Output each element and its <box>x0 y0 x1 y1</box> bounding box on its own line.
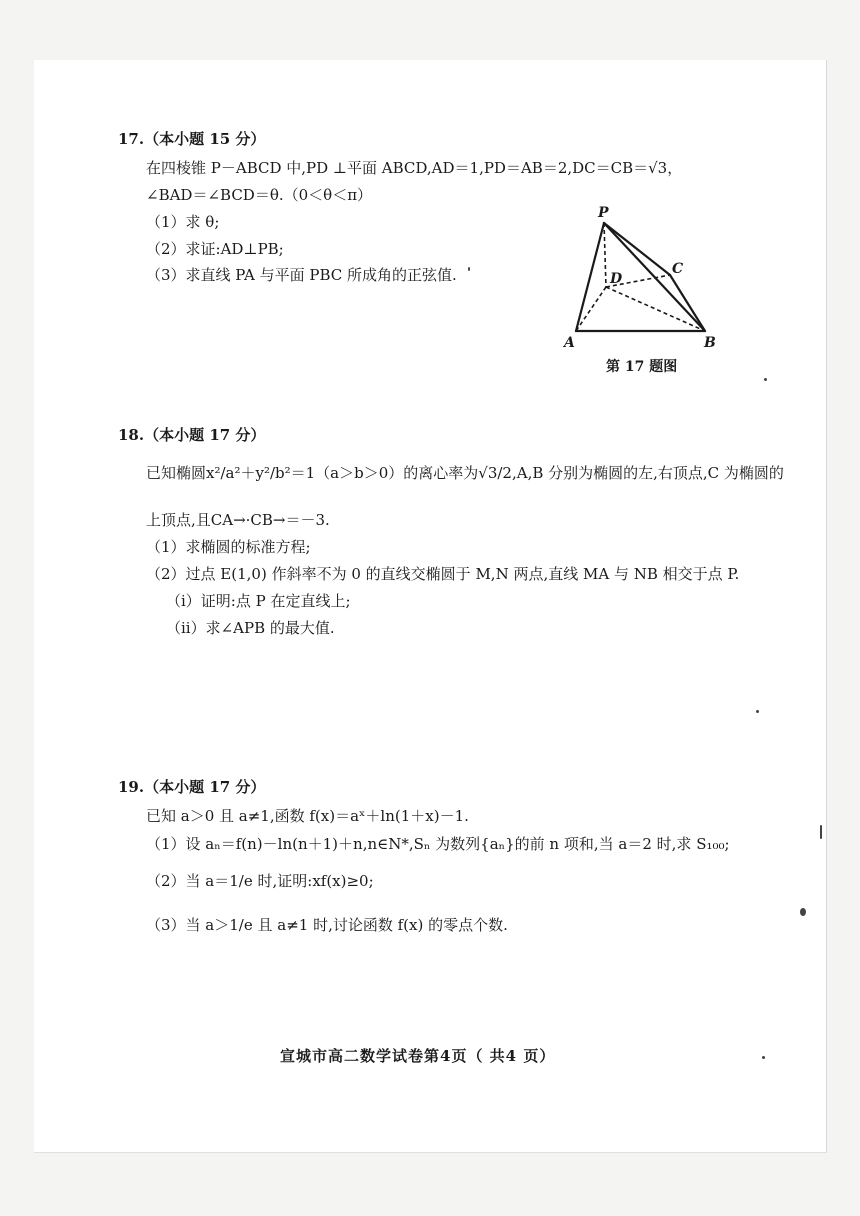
pyramid-figure <box>562 205 722 375</box>
q17-part1: （1）求 θ; <box>146 213 220 231</box>
page-footer: 宣城市高二数学试卷第4页（ 共4 页） <box>280 1047 556 1065</box>
q19-heading: 19.（本小题 17 分） <box>118 778 266 796</box>
edge-pc <box>604 223 670 275</box>
q17-line1: 在四棱锥 P－ABCD 中,PD ⊥平面 ABCD,AD＝1,PD＝AB＝2,DC＝CB＝√3， <box>146 159 683 177</box>
edge-pd-hidden <box>604 223 606 287</box>
scan-speck <box>468 267 470 271</box>
scan-speck <box>762 1056 765 1059</box>
q18-part2: （2）过点 E(1,0) 作斜率不为 0 的直线交椭圆于 M,N 两点,直线 MA 与 NB 相交于点 P. <box>146 565 740 583</box>
scan-speck <box>800 908 806 916</box>
edge-da-hidden <box>576 287 606 331</box>
q19-part2: （2）当 a＝1/e 时,证明:xf(x)≥0; <box>146 872 374 890</box>
scan-speck <box>820 825 822 839</box>
label-p: P <box>598 205 609 221</box>
q19-part3: （3）当 a＞1/e 且 a≠1 时,讨论函数 f(x) 的零点个数. <box>146 916 508 934</box>
q17-part2: （2）求证:AD⊥PB; <box>146 240 284 258</box>
q18-sub2: （ii）求∠APB 的最大值. <box>166 619 335 637</box>
scan-speck <box>756 710 759 713</box>
label-c: C <box>672 261 684 277</box>
label-a: A <box>564 335 575 351</box>
q19-line1: 已知 a＞0 且 a≠1,函数 f(x)＝aˣ＋ln(1＋x)－1. <box>146 807 469 825</box>
q18-line2: 上顶点,且CA→·CB→＝－3. <box>146 511 330 529</box>
label-d: D <box>610 271 623 287</box>
scan-speck <box>764 378 767 381</box>
figure-caption: 第 17 题图 <box>606 359 678 375</box>
q18-part1: （1）求椭圆的标准方程; <box>146 538 311 556</box>
q18-heading: 18.（本小题 17 分） <box>118 426 266 444</box>
q18-sub1: （i）证明:点 P 在定直线上; <box>166 592 351 610</box>
edge-cb <box>670 275 705 331</box>
q17-line2: ∠BAD＝∠BCD＝θ.（0＜θ＜π） <box>146 186 373 204</box>
q18-line1: 已知椭圆x²/a²＋y²/b²＝1（a＞b＞0）的离心率为√3/2,A,B 分别为椭圆的左,右顶点,C 为椭圆的 <box>146 464 784 482</box>
q19-part1: （1）设 aₙ＝f(n)－ln(n＋1)＋n,n∈N*,Sₙ 为数列{aₙ}的前 n 项和,当 a＝2 时,求 S₁₀₀; <box>146 835 730 853</box>
q17-heading: 17.（本小题 15 分） <box>118 130 266 148</box>
q17-part3: （3）求直线 PA 与平面 PBC 所成角的正弦值. <box>146 266 457 284</box>
label-b: B <box>704 335 716 351</box>
edge-pa <box>576 223 604 331</box>
